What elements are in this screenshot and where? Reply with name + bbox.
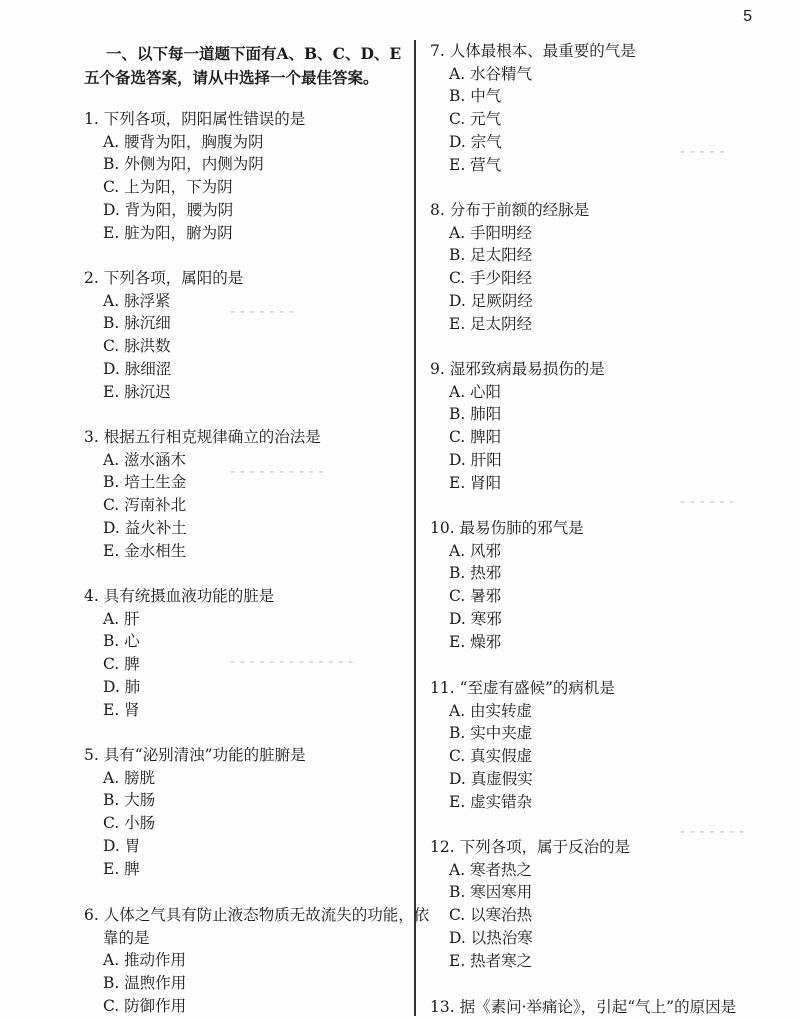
question-7 <box>430 40 636 176</box>
question-stem: 2. 下列各项，属阳的是 <box>84 269 244 287</box>
question-stem: 8. 分布于前额的经脉是 <box>430 201 590 219</box>
option-e[interactable]: E. 脾 <box>103 859 140 878</box>
option-e[interactable]: E. 营气 <box>449 155 502 174</box>
option-d[interactable]: D. 真虚假实 <box>449 769 533 788</box>
option-c[interactable]: C. 脉洪数 <box>103 337 171 356</box>
option-b[interactable]: B. 中气 <box>449 87 502 106</box>
option-c[interactable]: C. 以寒治热 <box>449 906 533 925</box>
option-a[interactable]: A. 手阳明经 <box>449 223 533 242</box>
page-number: 5 <box>743 8 752 25</box>
option-a[interactable]: A. 推动作用 <box>103 951 187 969</box>
option-b[interactable]: B. 大肠 <box>103 791 156 810</box>
option-a[interactable]: A. 心阳 <box>449 382 502 401</box>
option-d[interactable]: D. 宗气 <box>449 132 502 151</box>
option-b[interactable]: B. 热邪 <box>449 564 502 583</box>
option-d[interactable]: D. 脉细涩 <box>103 359 172 378</box>
question-3 <box>84 426 321 562</box>
option-e[interactable]: E. 脉沉迟 <box>103 382 171 401</box>
option-c[interactable]: C. 真实假虚 <box>449 747 533 766</box>
option-a[interactable]: A. 肝 <box>103 609 140 628</box>
option-b[interactable]: B. 外侧为阳，内侧为阴 <box>103 155 264 174</box>
option-e[interactable]: E. 肾 <box>103 700 140 719</box>
option-d[interactable]: D. 胃 <box>103 836 141 855</box>
option-d[interactable]: D. 以热治寒 <box>449 928 533 947</box>
question-10 <box>430 517 584 653</box>
option-b[interactable]: B. 实中夹虚 <box>449 724 533 743</box>
option-c[interactable]: C. 脾 <box>103 655 140 674</box>
option-e[interactable]: E. 肾阳 <box>449 473 502 492</box>
question-stem: 9. 湿邪致病最易损伤的是 <box>430 360 605 378</box>
question-6 <box>84 904 433 1017</box>
option-b[interactable]: B. 温煦作用 <box>103 973 187 992</box>
option-d[interactable]: D. 足厥阴经 <box>449 291 533 310</box>
question-stem: 7. 人体最根本、最重要的气是 <box>430 42 636 60</box>
option-b[interactable]: B. 寒因寒用 <box>449 883 533 902</box>
option-c[interactable]: C. 泻南补北 <box>103 496 187 515</box>
question-stem: 13. 据《素问·举痛论》，引起“气上”的原因是 <box>430 998 737 1016</box>
option-d[interactable]: D. 背为阳，腰为阴 <box>103 200 234 219</box>
option-e[interactable]: E. 金水相生 <box>103 541 187 560</box>
option-b[interactable]: B. 足太阳经 <box>449 246 533 265</box>
question-stem: 3. 根据五行相克规律确立的治法是 <box>84 428 321 446</box>
option-c[interactable]: C. 上为阳，下为阴 <box>103 178 233 197</box>
question-4 <box>84 585 274 721</box>
option-b[interactable]: B. 肺阳 <box>449 405 502 424</box>
question-stem: 10. 最易伤肺的邪气是 <box>430 519 584 537</box>
option-b[interactable]: B. 脉沉细 <box>103 314 171 333</box>
option-c[interactable]: C. 元气 <box>449 110 502 129</box>
option-c[interactable]: C. 脾阳 <box>449 428 502 447</box>
option-e[interactable]: E. 脏为阳，腑为阴 <box>103 223 233 242</box>
question-12 <box>430 836 630 972</box>
question-13 <box>430 996 736 1019</box>
question-stem: 6. 人体之气具有防止液态物质无故流失的功能，依靠的是 <box>84 906 430 947</box>
question-2 <box>84 267 243 403</box>
option-e[interactable]: E. 燥邪 <box>449 632 502 651</box>
column-divider <box>414 40 416 1016</box>
option-e[interactable]: E. 热者寒之 <box>449 951 533 970</box>
option-a[interactable]: A. 水谷精气 <box>449 64 533 83</box>
option-e[interactable]: E. 虚实错杂 <box>449 792 533 811</box>
option-d[interactable]: D. 益火补土 <box>103 518 187 537</box>
option-e[interactable]: E. 足太阴经 <box>449 314 533 333</box>
question-stem: 5. 具有“泌别清浊”功能的脏腑是 <box>84 746 306 764</box>
option-a[interactable]: A. 脉浮紧 <box>103 291 171 310</box>
question-stem: 1. 下列各项，阴阳属性错误的是 <box>84 110 306 128</box>
option-a[interactable]: A. 风邪 <box>449 541 502 560</box>
question-1 <box>84 108 305 244</box>
option-a[interactable]: A. 滋水涵木 <box>103 450 187 469</box>
option-c[interactable]: C. 暑邪 <box>449 587 502 606</box>
question-stem: 4. 具有统摄血液功能的脏是 <box>84 587 275 605</box>
option-a[interactable]: A. 腰背为阳，胸腹为阴 <box>103 132 264 151</box>
option-a[interactable]: A. 由实转虚 <box>449 701 533 720</box>
question-9 <box>430 358 605 494</box>
option-c[interactable]: C. 防御作用 <box>103 996 187 1015</box>
question-5 <box>84 744 306 880</box>
option-d[interactable]: D. 肝阳 <box>449 450 502 469</box>
question-11 <box>430 677 615 813</box>
option-d[interactable]: D. 寒邪 <box>449 609 502 628</box>
question-stem: 11. “至虚有盛候”的病机是 <box>430 679 615 697</box>
option-c[interactable]: C. 小肠 <box>103 814 156 833</box>
option-b[interactable]: B. 心 <box>103 632 140 651</box>
option-a[interactable]: A. 寒者热之 <box>449 860 533 879</box>
option-b[interactable]: B. 培土生金 <box>103 473 187 492</box>
option-c[interactable]: C. 手少阳经 <box>449 269 533 288</box>
option-a[interactable]: A. 膀胱 <box>103 768 156 787</box>
question-stem: 12. 下列各项，属于反治的是 <box>430 838 631 856</box>
section-header: 一、以下每一道题下面有A、B、C、D、E五个备选答案，请从中选择一个最佳答案。 <box>84 44 402 87</box>
question-8 <box>430 199 589 335</box>
option-d[interactable]: D. 肺 <box>103 677 141 696</box>
